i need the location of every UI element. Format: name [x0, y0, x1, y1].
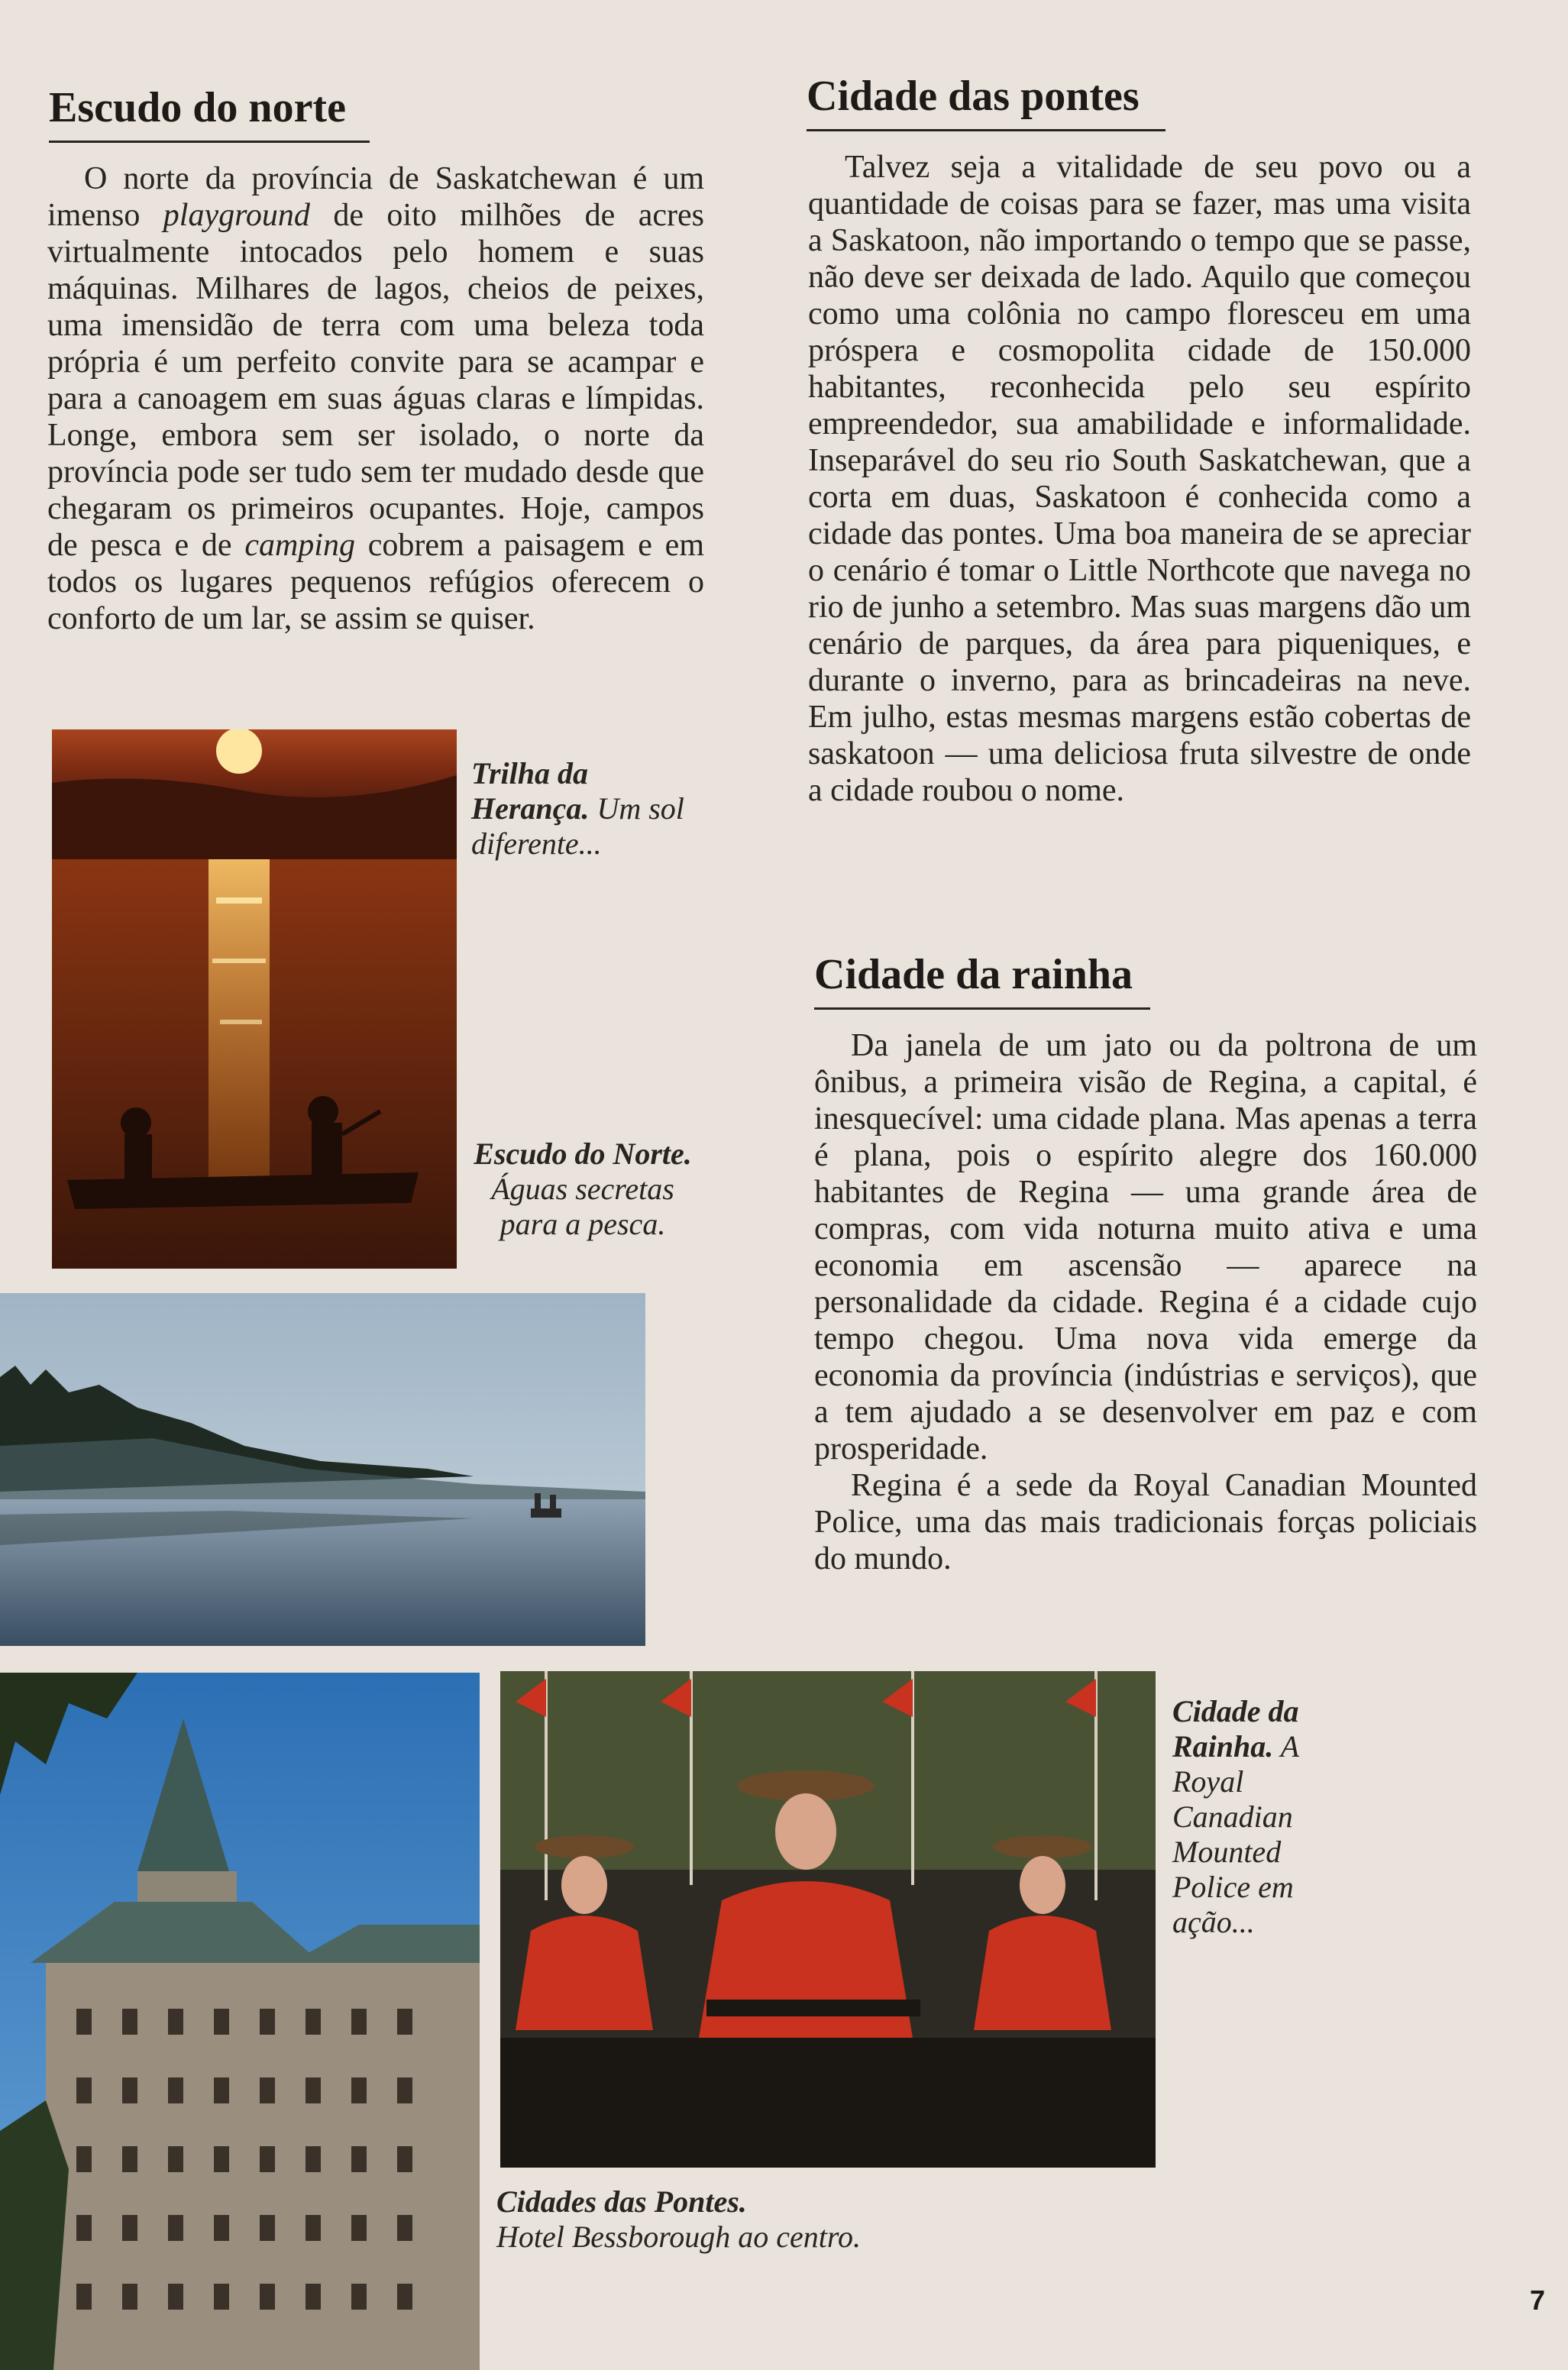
heading-cidade-da-rainha: Cidade da rainha — [814, 949, 1150, 1010]
article-escudo-do-norte — [47, 160, 704, 637]
paragraph: Da janela de um jato ou da poltrona de um ônibus, a primeira visão de Regina, a capital, é inesquecível: uma cidade plana. Mas apenas a terra é plana, pois o espírito alegre dos 160.000 habitantes de Regina — uma grande área de compras, com vida noturna muito ativa e uma economia em ascensão — aparece na personalidade da cidade. Regina é a cidade cujo tempo chegou. Uma nova vida emerge da economia da província (indústrias e serviços), que a tem ajudado a se desenvolver em paz e com prosperidade. — [814, 1028, 1477, 1466]
caption-trilha-da-heranca: Trilha da Herança. Um sol diferente... — [471, 756, 684, 861]
photo-sunset-lake — [52, 729, 457, 1269]
caption-cidades-das-pontes: Cidades das Pontes. Hotel Bessborough ao centro. — [496, 2184, 861, 2254]
photo-hotel-bessborough — [0, 1673, 480, 2370]
caption-escudo-do-norte: Escudo do Norte. Águas secretas para a pesca. — [474, 1137, 692, 1241]
article-cidade-da-rainha — [814, 1027, 1477, 1577]
sunset-canoe-image — [52, 729, 457, 1269]
photo-misty-lake — [0, 1293, 645, 1646]
paragraph: Talvez seja a vitalidade de seu povo ou a quantidade de coisas para se fazer, mas uma visita a Saskatoon, não importando o tempo que se passe, não deve ser deixada de lado. Aquilo que começou como uma colônia no campo floresceu em uma próspera e cosmopolita cidade de 150.000 habitantes, reconhecida pelo seu espírito empreendedor, sua amabilidade e informalidade. Inseparável do seu rio South Saskatchewan, que a corta em duas, Saskatoon é conhecida como a cidade das pontes. Uma boa maneira de se apreciar o cenário é tomar o Little Northcote que navega no rio de junho a setembro. Mas suas margens dão um cenário de parques, da área para piqueniques, e durante o inverno, para as brincadeiras na neve. Em julho, estas mesmas margens estão cobertas de saskatoon — uma deliciosa fruta silvestre de onde a cidade roubou o nome. — [808, 150, 1471, 808]
mounties-image — [500, 1671, 1156, 2168]
heading-escudo-do-norte: Escudo do norte — [49, 82, 370, 143]
paragraph: O norte da província de Saskatchewan é um imenso playground de oito milhões de acres virtualmente intocados pelo homem e suas máquinas. Milhares de lagos, cheios de peixes, uma imensidão de terra com uma beleza toda própria é um perfeito convite para se acampar e para a canoagem em suas águas claras e límpidas. Longe, embora sem ser isolado, o norte da província pode ser tudo sem ter mudado desde que chegaram os primeiros ocupantes. Hoje, campos de pesca e de camping cobrem a paisagem e em todos os lugares pequenos refúgios oferecem o conforto de um lar, se assim se quiser. — [47, 161, 705, 636]
misty-lake-image — [0, 1293, 645, 1646]
article-cidade-das-pontes — [808, 149, 1471, 809]
page-number: 7 — [1529, 2284, 1545, 2316]
heading-cidade-das-pontes: Cidade das pontes — [807, 71, 1165, 131]
hotel-image — [0, 1673, 480, 2370]
caption-cidade-da-rainha: Cidade da Rainha. A Royal Canadian Mounted Police em ação... — [1172, 1694, 1299, 1939]
photo-rcmp-riders — [500, 1671, 1156, 2168]
paragraph: Regina é a sede da Royal Canadian Mounted Police, uma das mais tradicionais forças policiais do mundo. — [814, 1468, 1477, 1576]
